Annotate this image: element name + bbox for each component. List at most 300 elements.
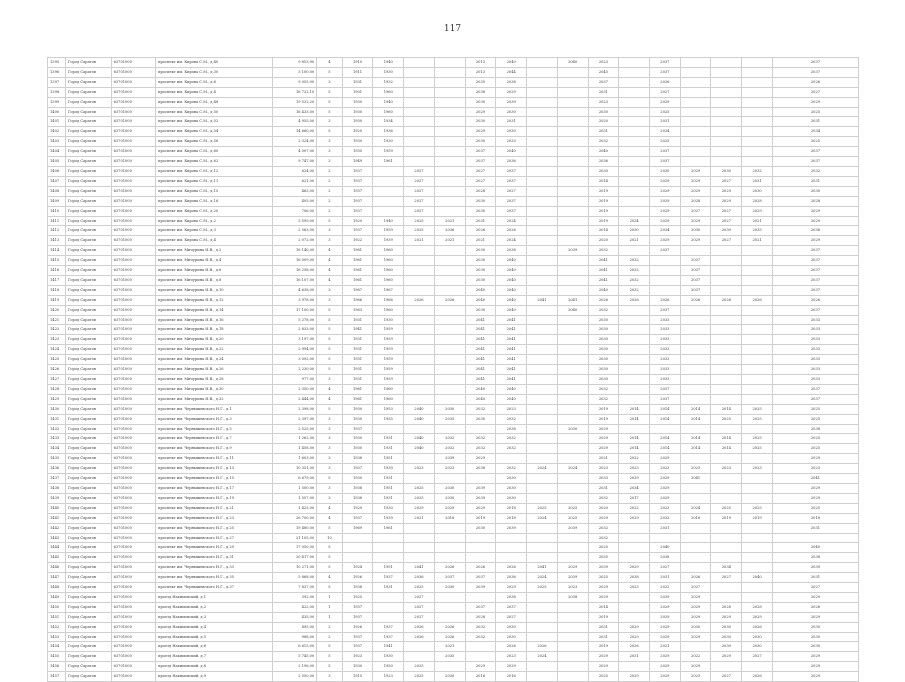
table-cell [527, 474, 558, 484]
table-cell [557, 454, 588, 464]
table-cell: 19 522,20 [272, 97, 317, 107]
table-cell: 2018 [434, 513, 465, 523]
table-cell: 63701000 [111, 384, 156, 394]
table-cell: 63701000 [111, 107, 156, 117]
table-cell: 2041 [496, 315, 527, 325]
table-cell: 2040 [557, 305, 588, 315]
table-cell: 1428 [48, 384, 66, 394]
table-cell: 3 [317, 444, 342, 454]
table-cell [619, 335, 650, 345]
table-cell: Город Саратов [66, 335, 112, 345]
table-cell: 2024 [680, 503, 711, 513]
table-cell: 2029 [680, 176, 711, 186]
table-cell [527, 414, 558, 424]
table-cell: 63701000 [111, 454, 156, 464]
table-cell: 2038 [496, 592, 527, 602]
table-cell: 2023 [496, 652, 527, 662]
table-cell [527, 375, 558, 385]
table-cell [434, 157, 465, 167]
table-cell: 2030 [496, 127, 527, 137]
table-cell: 1434 [48, 444, 66, 454]
table-cell [527, 543, 558, 553]
table-cell: 2 550,00 [272, 672, 317, 682]
table-row [48, 206, 859, 216]
table-cell: 5 [317, 87, 342, 97]
table-cell: 2037 [772, 157, 858, 167]
table-cell: 1442 [48, 523, 66, 533]
table-cell: 1399 [48, 97, 66, 107]
table-cell [527, 404, 558, 414]
table-cell: 2028 [711, 602, 742, 612]
table-cell [680, 345, 711, 355]
table-cell [619, 196, 650, 206]
table-cell: 63701000 [111, 325, 156, 335]
table-cell: 1 262,00 [272, 434, 317, 444]
table-cell: 2037 [434, 573, 465, 583]
table-cell: 2030 [650, 166, 681, 176]
table-cell: 3 [317, 414, 342, 424]
table-cell: 2027 [465, 166, 496, 176]
table-cell: 2026 [404, 295, 435, 305]
table-row [48, 384, 859, 394]
table-cell [742, 335, 773, 345]
table-cell [680, 305, 711, 315]
table-cell: 63701000 [111, 285, 156, 295]
table-cell: 2033 [772, 335, 858, 345]
table-row [48, 186, 859, 196]
table-cell [742, 493, 773, 503]
table-cell [742, 246, 773, 256]
table-cell: Город Саратов [66, 652, 112, 662]
table-cell [650, 533, 681, 543]
table-cell [619, 325, 650, 335]
table-cell [619, 315, 650, 325]
table-cell: 1960 [373, 107, 404, 117]
table-cell: 1926 [342, 622, 373, 632]
table-row [48, 474, 859, 484]
table-cell: 2040 [588, 147, 619, 157]
table-cell: 2014 [588, 602, 619, 612]
table-cell: 2025 [404, 493, 435, 503]
table-cell: 1416 [48, 266, 66, 276]
table-cell: 2032 [772, 166, 858, 176]
table-cell: 1951 [373, 454, 404, 464]
table-cell: 2023 [711, 464, 742, 474]
table-cell: проспект им. Чернышевского Н.Г., д.15 [156, 474, 273, 484]
table-cell [527, 384, 558, 394]
table-cell: 1455 [48, 652, 66, 662]
table-cell: 2037 [772, 256, 858, 266]
table-cell [619, 117, 650, 127]
table-cell: 5 [317, 404, 342, 414]
table-cell [711, 256, 742, 266]
table-cell: Город Саратов [66, 127, 112, 137]
table-cell: 2027 [711, 672, 742, 682]
table-cell: 2030 [588, 365, 619, 375]
table-cell: 2033 [650, 335, 681, 345]
table-cell [711, 592, 742, 602]
table-cell: 2030 [680, 622, 711, 632]
table-cell [711, 315, 742, 325]
table-cell: 2018 [772, 513, 858, 523]
table-cell: 2019 [711, 513, 742, 523]
table-cell [557, 404, 588, 414]
table-cell: 1915 [342, 672, 373, 682]
table-cell: 2029 [496, 583, 527, 593]
table-cell [742, 157, 773, 167]
table-cell: 1930 [373, 67, 404, 77]
table-cell: 2037 [496, 206, 527, 216]
table-cell: 1961 [373, 523, 404, 533]
table-cell [557, 335, 588, 345]
table-cell [557, 216, 588, 226]
table-cell: 2041 [465, 335, 496, 345]
table-cell [434, 58, 465, 68]
table-cell: 2026 [496, 642, 527, 652]
table-cell: проспект им. Мичурина И.В., д.24 [156, 355, 273, 365]
table-cell: 2029 [496, 87, 527, 97]
table-cell [434, 315, 465, 325]
table-cell [619, 77, 650, 87]
table-cell [742, 147, 773, 157]
table-cell [404, 365, 435, 375]
table-row [48, 642, 859, 652]
table-cell [434, 77, 465, 87]
table-cell: 2016 [680, 513, 711, 523]
table-cell: 1931 [342, 315, 373, 325]
table-cell: 1930 [342, 97, 373, 107]
table-cell: 1930 [342, 662, 373, 672]
table-cell [404, 256, 435, 266]
table-cell: 1 500,00 [272, 483, 317, 493]
table-cell: 1960 [373, 87, 404, 97]
table-cell [742, 266, 773, 276]
table-cell: 2039 [772, 563, 858, 573]
table-cell: 63701000 [111, 533, 156, 543]
table-cell: 2037 [680, 285, 711, 295]
table-cell: 1443 [48, 533, 66, 543]
table-cell: 2032 [496, 434, 527, 444]
table-cell [557, 553, 588, 563]
table-cell: 2029 [588, 592, 619, 602]
table-cell: 1430 [48, 404, 66, 414]
table-cell [404, 147, 435, 157]
table-cell: 5 [317, 216, 342, 226]
table-cell: Город Саратов [66, 612, 112, 622]
table-cell: Город Саратов [66, 266, 112, 276]
table-cell [434, 87, 465, 97]
table-cell [527, 176, 558, 186]
table-cell [527, 137, 558, 147]
table-cell [711, 365, 742, 375]
table-cell [557, 266, 588, 276]
table-cell [680, 127, 711, 137]
table-cell: 1910 [342, 58, 373, 68]
table-cell [434, 256, 465, 266]
table-cell [650, 285, 681, 295]
table-cell: 2014 [588, 176, 619, 186]
table-cell [619, 523, 650, 533]
table-cell: 1920 [342, 127, 373, 137]
table-cell [557, 256, 588, 266]
table-cell: 1949 [342, 157, 373, 167]
table-cell: 2025 [772, 503, 858, 513]
table-cell [557, 414, 588, 424]
table-cell: 1940 [373, 58, 404, 68]
table-cell: 1451 [48, 612, 66, 622]
table-cell: 63701000 [111, 365, 156, 375]
table-cell [434, 533, 465, 543]
table-cell: 63701000 [111, 315, 156, 325]
table-cell: 2021 [588, 454, 619, 464]
table-cell [619, 375, 650, 385]
table-cell: 63701000 [111, 236, 156, 246]
table-cell [404, 523, 435, 533]
table-cell [619, 424, 650, 434]
table-cell: проспект им. Мичурина И.В., д.22 [156, 345, 273, 355]
table-cell: проспект им. Чернышевского Н.Г., д.29 [156, 543, 273, 553]
table-cell [496, 454, 527, 464]
table-cell: 2030 [434, 493, 465, 503]
table-cell [711, 275, 742, 285]
table-cell [711, 58, 742, 68]
table-cell: 1 [317, 602, 342, 612]
table-cell: 2037 [650, 246, 681, 256]
table-cell: 2026 [680, 295, 711, 305]
table-cell: 2029 [711, 196, 742, 206]
table-cell: 2029 [680, 632, 711, 642]
table-cell [680, 483, 711, 493]
table-cell: 624,00 [272, 166, 317, 176]
table-cell [557, 632, 588, 642]
table-cell: 2029 [711, 652, 742, 662]
table-cell: 2033 [588, 474, 619, 484]
table-row [48, 246, 859, 256]
table-cell: 19 480,00 [272, 523, 317, 533]
table-cell: 1404 [48, 147, 66, 157]
table-cell [742, 117, 773, 127]
table-cell: 2040 [496, 58, 527, 68]
table-cell: 1431 [48, 414, 66, 424]
table-cell: Город Саратов [66, 454, 112, 464]
table-cell: 2032 [588, 533, 619, 543]
table-cell: 63701000 [111, 335, 156, 345]
table-cell: 1 458,00 [272, 444, 317, 454]
table-cell: 2031 [588, 87, 619, 97]
table-cell: проспект им. Чернышевского Н.Г., д.37 [156, 583, 273, 593]
table-cell: 1901 [342, 87, 373, 97]
table-cell: проспект им. Мичурина И.В., д.18 [156, 325, 273, 335]
table-cell: 2029 [496, 662, 527, 672]
table-cell: 2037 [496, 602, 527, 612]
table-cell: 2037 [772, 147, 858, 157]
table-cell: 5 745,00 [272, 652, 317, 662]
table-cell: 2031 [742, 176, 773, 186]
table-cell: 1961 [342, 394, 373, 404]
table-cell: 63701000 [111, 464, 156, 474]
table-cell: 2041 [588, 266, 619, 276]
table-cell: 1432 [48, 424, 66, 434]
table-cell: 2026 [465, 563, 496, 573]
table-cell: 2035 [434, 652, 465, 662]
table-cell: 1961 [342, 246, 373, 256]
table-cell: 2 563,00 [272, 226, 317, 236]
table-cell: 5 [317, 652, 342, 662]
table-cell [711, 67, 742, 77]
table-cell: 2030 [772, 622, 858, 632]
table-cell: Город Саратов [66, 295, 112, 305]
table-cell: 1959 [373, 345, 404, 355]
table-cell: 2026 [434, 622, 465, 632]
table-cell: 2030 [711, 632, 742, 642]
table-row [48, 454, 859, 464]
table-cell [434, 424, 465, 434]
table-cell: 1411 [48, 216, 66, 226]
table-cell: 2029 [557, 563, 588, 573]
table-cell: Город Саратов [66, 77, 112, 87]
table-cell: 20 417,00 [272, 553, 317, 563]
table-cell: 2031 [650, 573, 681, 583]
table-cell: 3 [317, 117, 342, 127]
table-row [48, 166, 859, 176]
table-cell: 2040 [496, 147, 527, 157]
table-cell: 1923 [342, 652, 373, 662]
table-cell [404, 345, 435, 355]
table-cell: проспект им. Мичурина И.В., д.32 [156, 394, 273, 404]
table-cell: 2041 [496, 365, 527, 375]
table-cell: проспект им. Кирова С.М., д.12 [156, 166, 273, 176]
table-cell: 2 072,00 [272, 236, 317, 246]
table-cell: 2041 [465, 375, 496, 385]
table-cell: 2030 [496, 493, 527, 503]
table-cell: 63701000 [111, 157, 156, 167]
table-cell [680, 77, 711, 87]
table-cell [527, 147, 558, 157]
table-cell: 2014 [650, 434, 681, 444]
table-cell: 3 [317, 672, 342, 682]
table-cell: 63701000 [111, 58, 156, 68]
table-cell [680, 424, 711, 434]
table-cell: 2024 [619, 216, 650, 226]
table-cell [742, 127, 773, 137]
table-row [48, 612, 859, 622]
table-cell: 1403 [48, 137, 66, 147]
table-row [48, 97, 859, 107]
table-cell [619, 166, 650, 176]
table-cell: 2027 [680, 206, 711, 216]
table-cell [373, 543, 404, 553]
table-cell [434, 335, 465, 345]
table-cell: 2037 [465, 157, 496, 167]
table-cell: 2031 [588, 632, 619, 642]
table-cell: 2029 [588, 652, 619, 662]
table-cell: 1937 [373, 573, 404, 583]
table-cell: 2031 [772, 573, 858, 583]
table-cell: Город Саратов [66, 404, 112, 414]
table-cell [404, 384, 435, 394]
table-cell: 5 [317, 325, 342, 335]
table-cell [619, 147, 650, 157]
table-cell: 3 [317, 236, 342, 246]
table-cell [373, 533, 404, 543]
table-cell: 1427 [48, 375, 66, 385]
table-cell: 2031 [465, 216, 496, 226]
table-cell: 2030 [496, 107, 527, 117]
table-cell: 2038 [496, 77, 527, 87]
table-cell: 1453 [48, 632, 66, 642]
table-cell: 1959 [373, 147, 404, 157]
table-cell: 63701000 [111, 226, 156, 236]
table-cell: 1937 [373, 632, 404, 642]
table-cell: 2026 [742, 295, 773, 305]
table-cell: 2014 [588, 226, 619, 236]
table-cell [527, 483, 558, 493]
table-cell: 5 [317, 553, 342, 563]
table-cell: 2025 [527, 503, 558, 513]
table-cell: 1931 [342, 365, 373, 375]
table-cell: 1454 [48, 642, 66, 652]
table-cell [557, 355, 588, 365]
table-cell [527, 275, 558, 285]
table-cell [404, 533, 435, 543]
table-cell: 63701000 [111, 563, 156, 573]
table-cell: 2030 [588, 166, 619, 176]
table-cell: 1937 [342, 632, 373, 642]
table-cell: 2028 [742, 196, 773, 206]
table-cell: Город Саратов [66, 503, 112, 513]
table-cell: проспект им. Кирова С.М., д.40 [156, 58, 273, 68]
table-cell: 1924 [342, 563, 373, 573]
table-cell: 1422 [48, 325, 66, 335]
table-cell: 1937 [342, 642, 373, 652]
table-cell: 63701000 [111, 206, 156, 216]
table-cell: Город Саратов [66, 107, 112, 117]
table-row [48, 77, 859, 87]
table-cell: 2029 [772, 206, 858, 216]
table-cell: 1930 [342, 117, 373, 127]
table-cell: 2030 [496, 483, 527, 493]
table-cell [434, 176, 465, 186]
table-cell: 1940 [373, 97, 404, 107]
table-cell [619, 553, 650, 563]
table-cell [527, 315, 558, 325]
table-cell: 63701000 [111, 474, 156, 484]
table-cell: 2032 [619, 256, 650, 266]
table-cell: 1937 [342, 226, 373, 236]
table-cell: 2030 [772, 632, 858, 642]
table-cell: 1922 [342, 236, 373, 246]
table-cell: 2033 [650, 375, 681, 385]
table-cell: 2025 [557, 503, 588, 513]
table-cell: 1931 [373, 583, 404, 593]
table-cell: 2016 [496, 672, 527, 682]
table-cell [434, 147, 465, 157]
table-cell: 2041 [772, 474, 858, 484]
table-cell: 2020 [588, 503, 619, 513]
table-cell [527, 394, 558, 404]
table-cell: 2034 [650, 226, 681, 236]
table-cell [404, 335, 435, 345]
table-cell: 1966 [342, 295, 373, 305]
table-cell: 3 [317, 424, 342, 434]
table-cell: 1911 [342, 67, 373, 77]
table-cell: 2032 [619, 266, 650, 276]
table-cell: Город Саратов [66, 424, 112, 434]
table-row [48, 553, 859, 563]
table-cell: 2032 [619, 275, 650, 285]
table-cell [680, 335, 711, 345]
table-cell [527, 335, 558, 345]
